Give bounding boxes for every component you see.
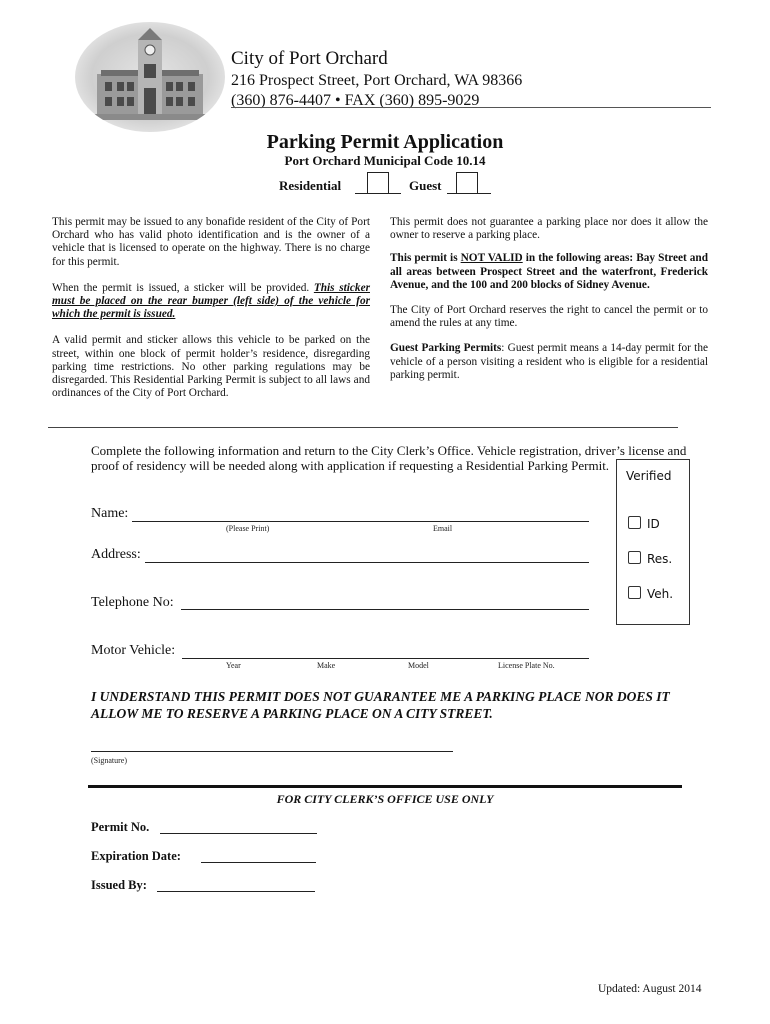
issued-by-label: Issued By:: [91, 878, 147, 892]
header-divider: [231, 107, 711, 108]
rights-paragraph: The City of Port Orchard reserves the right to cancel the permit or to amend the rules at any time.: [390, 304, 708, 330]
eligibility-paragraph: This permit may be issued to any bonafide resident of the City of Port Orchard who has valid photo identification and is the owner of a vehicle that is licensed to operate on the highway. There is no charge for this permit.: [52, 216, 370, 268]
city-name: City of Port Orchard: [231, 48, 388, 69]
office-use-heading: FOR CITY CLERK’S OFFICE USE ONLY: [276, 792, 494, 806]
permit-rules-paragraph: A valid permit and sticker allows this vehicle to be parked on the street, within one block of permit holder’s residence, disregarding parking time restrictions. No other parking regulations may be disregarded. This Residential Parking Permit is subject to all laws and ordinances of the City of Port Orchard.: [52, 334, 370, 400]
permit-no-label: Permit No.: [91, 820, 150, 834]
permit-no-line[interactable]: [160, 833, 317, 834]
checkbox-icon[interactable]: [628, 586, 641, 599]
guest-label: Guest: [409, 178, 442, 193]
email-hint: Email: [433, 524, 453, 533]
signature-line[interactable]: [91, 751, 453, 752]
checkbox-icon[interactable]: [628, 551, 641, 564]
acknowledgement-statement: I UNDERSTAND THIS PERMIT DOES NOT GUARANTEE ME A PARKING PLACE NOR DOES IT ALLOW ME TO RESERVE A PARKING PLACE ON A CITY STREET.: [91, 689, 670, 721]
page-title: Parking Permit Application: [266, 131, 504, 153]
verified-heading: Verified: [626, 469, 672, 483]
address-input-line[interactable]: [145, 562, 589, 563]
city-phone: (360) 876-4407 • FAX (360) 895-9029: [231, 92, 480, 109]
section-divider: [48, 427, 678, 428]
verified-vehicle-item[interactable]: Veh.: [628, 586, 673, 601]
vehicle-plate-hint: License Plate No.: [498, 661, 555, 670]
not-valid-text: NOT VALID: [460, 252, 523, 265]
residential-checkbox[interactable]: [367, 172, 389, 194]
expiration-date-line[interactable]: [201, 862, 316, 863]
address-label: Address:: [91, 547, 141, 562]
guest-permit-label: Guest Parking Permits: [390, 342, 502, 355]
office-use-divider: [88, 785, 682, 788]
motor-vehicle-input-line[interactable]: [182, 658, 589, 659]
guest-checkbox[interactable]: [456, 172, 478, 194]
sticker-paragraph: When the permit is issued, a sticker will be provided. This sticker must be placed on the rear bumper (left side) of the vehicle for which the permit is issued.: [52, 281, 370, 321]
vehicle-make-hint: Make: [317, 661, 336, 670]
page-subtitle: Port Orchard Municipal Code 10.14: [284, 153, 486, 168]
city-hall-building-icon: [75, 22, 225, 132]
telephone-label: Telephone No:: [91, 595, 174, 610]
name-label: Name:: [91, 506, 129, 521]
signature-label: (Signature): [91, 756, 127, 765]
motor-vehicle-label: Motor Vehicle:: [91, 643, 176, 658]
city-hall-logo: [75, 22, 225, 132]
verified-residency-item[interactable]: Res.: [628, 551, 672, 566]
telephone-input-line[interactable]: [181, 609, 589, 610]
vehicle-year-hint: Year: [226, 661, 241, 670]
expiration-date-label: Expiration Date:: [91, 849, 181, 863]
left-info-column: [52, 216, 370, 400]
vehicle-model-hint: Model: [408, 661, 429, 670]
verified-box: [616, 459, 690, 625]
guest-permit-paragraph: Guest Parking Permits: Guest permit means a 14-day permit for the vehicle of a person visiting a resident who is eligible for a residential parking permit.: [390, 342, 708, 381]
issued-by-line[interactable]: [157, 891, 315, 892]
updated-date: Updated: August 2014: [598, 983, 702, 995]
sticker-placement-note: This sticker must be placed on the rear bumper (left side) of the vehicle for which the permit is issued.: [52, 281, 370, 321]
not-valid-paragraph: This permit is NOT VALID in the following areas: Bay Street and all areas between Prospect Street and the waterfront, Frederick Avenue, and the 100 and 200 blocks of Sidney Avenue.: [390, 252, 708, 291]
checkbox-icon[interactable]: [628, 516, 641, 529]
residential-label: Residential: [279, 178, 342, 193]
right-info-column: [390, 216, 708, 382]
no-guarantee-paragraph: This permit does not guarantee a parking place nor does it allow the owner to reserve a parking place.: [390, 216, 708, 242]
instructions-text: Complete the following information and return to the City Clerk’s Office. Vehicle registration, driver’s license and proof of residency will be needed along with application if requesting a Residential Parking Permit.: [91, 443, 687, 474]
name-input-line[interactable]: [132, 521, 589, 522]
verified-id-item[interactable]: ID: [628, 516, 660, 531]
city-address: 216 Prospect Street, Port Orchard, WA 98366: [231, 72, 523, 89]
name-print-hint: (Please Print): [226, 524, 270, 533]
